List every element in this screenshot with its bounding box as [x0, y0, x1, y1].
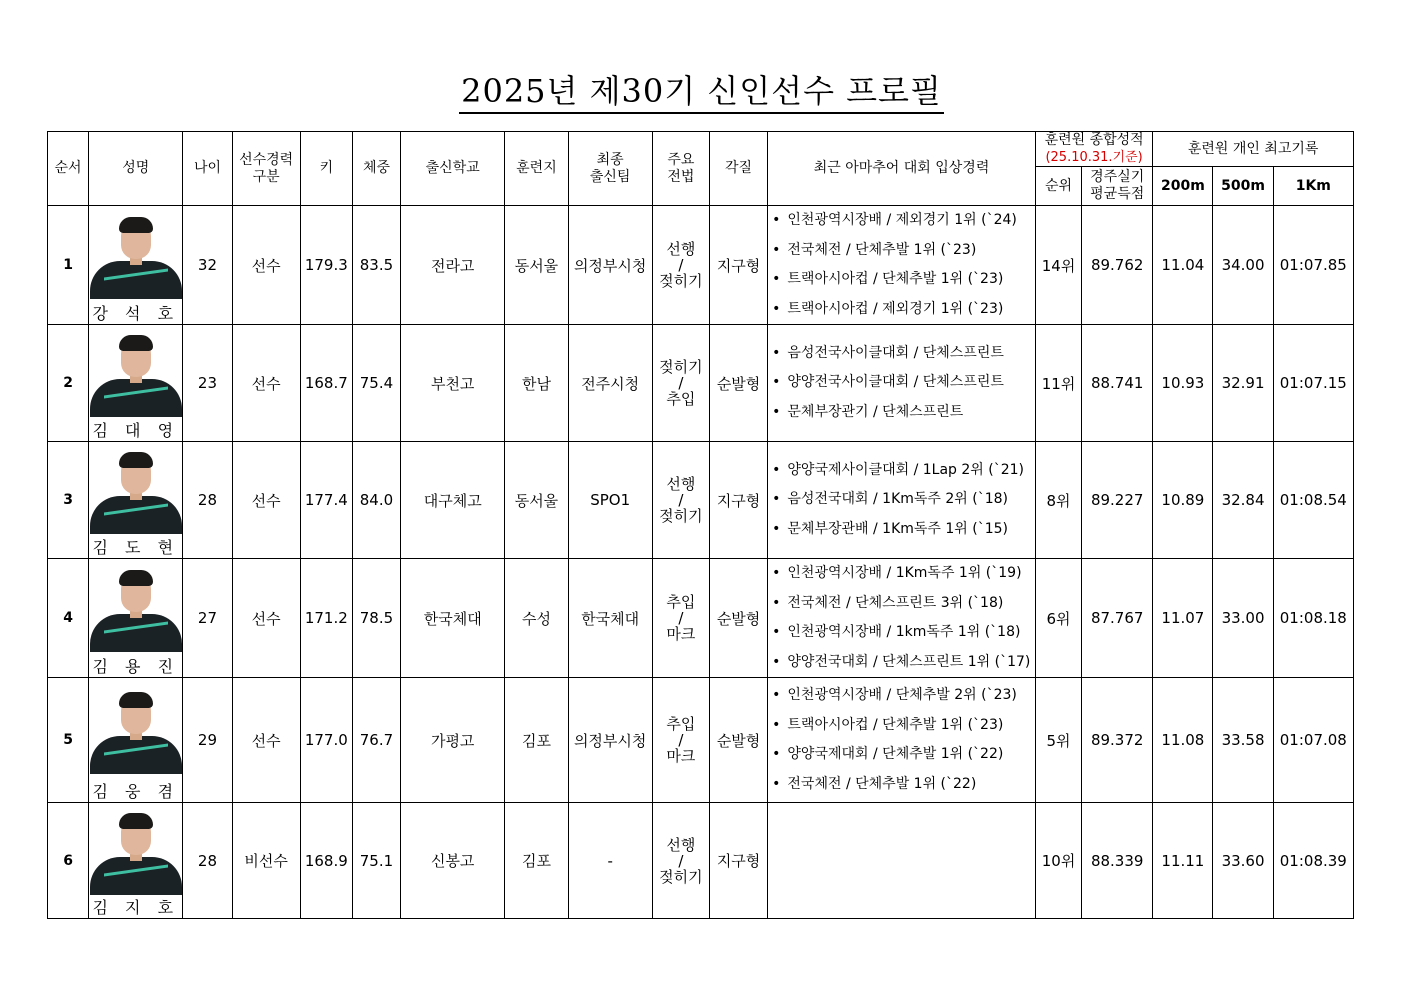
header-best-record: 훈련원 개인 최고기록 — [1153, 132, 1354, 167]
cell-site: 한남 — [505, 325, 568, 442]
cell-tactic — [652, 206, 709, 325]
cell-awards — [768, 678, 1036, 803]
cell-tactic — [652, 803, 709, 919]
cell-height: 171.2 — [300, 559, 352, 678]
header-career — [232, 132, 300, 206]
player-photo — [90, 215, 182, 299]
cell-order: 6 — [48, 803, 89, 919]
cell-rank: 8위 — [1035, 442, 1081, 559]
cell-type: 지구형 — [709, 803, 767, 919]
cell-1km: 01:08.18 — [1273, 559, 1353, 678]
cell-team: 전주시청 — [568, 325, 652, 442]
header-avg-line2: 평균득점 — [1090, 186, 1145, 202]
cell-order: 2 — [48, 325, 89, 442]
cell-height: 168.7 — [300, 325, 352, 442]
cell-team: SPO1 — [568, 442, 652, 559]
cell-weight: 75.4 — [352, 325, 400, 442]
cell-500m: 33.60 — [1213, 803, 1273, 919]
cell-1km: 01:08.54 — [1273, 442, 1353, 559]
cell-height: 168.9 — [300, 803, 352, 919]
award-item: • 전국체전 / 단체추발 1위 (`23) — [772, 236, 1035, 266]
cell-rank: 14위 — [1035, 206, 1081, 325]
header-rank: 순위 — [1035, 167, 1081, 206]
cell-photo — [89, 803, 183, 919]
tactic-line: 젖히기 — [659, 867, 703, 886]
award-item: • 인천광역시장배 / 1km독주 1위 (`18) — [772, 618, 1035, 648]
cell-team: 의정부시청 — [568, 206, 652, 325]
table-row — [48, 325, 1354, 442]
cell-1km: 01:08.39 — [1273, 803, 1353, 919]
header-career-line1: 선수경력 — [239, 151, 294, 168]
cell-type: 지구형 — [709, 206, 767, 325]
cell-team: 의정부시청 — [568, 678, 652, 803]
player-name: 김 지 호 — [92, 898, 180, 917]
header-age: 나이 — [183, 132, 232, 206]
cell-tactic — [652, 678, 709, 803]
cell-200m: 11.04 — [1153, 206, 1213, 325]
header-career-line2: 구분 — [252, 168, 280, 185]
page-title: 2025년 제30기 신인선수 프로필 — [0, 66, 1403, 112]
header-weight: 체중 — [352, 132, 400, 206]
award-item: • 음성전국대회 / 1Km독주 2위 (`18) — [772, 485, 1035, 515]
cell-site: 수성 — [505, 559, 568, 678]
cell-200m: 10.89 — [1153, 442, 1213, 559]
cell-avg: 88.339 — [1082, 803, 1153, 919]
cell-age: 23 — [183, 325, 232, 442]
header-school-result-label: 훈련원 종합성적 — [1044, 132, 1144, 148]
tactic-line: 젖히기 — [659, 358, 703, 376]
cell-rank: 5위 — [1035, 678, 1081, 803]
cell-site: 동서울 — [505, 206, 568, 325]
cell-500m: 33.00 — [1213, 559, 1273, 678]
player-name: 김 용 진 — [92, 657, 180, 676]
player-photo — [90, 450, 182, 534]
award-item: • 인천광역시장배 / 1Km독주 1위 (`19) — [772, 559, 1035, 589]
header-name: 성명 — [89, 132, 183, 206]
tactic-line: / — [678, 256, 684, 274]
tactic-line: 젖히기 — [659, 272, 703, 290]
header-avg-line1: 경주실기 — [1090, 169, 1145, 185]
header-training-site: 훈련지 — [505, 132, 568, 206]
header-200m: 200m — [1153, 167, 1213, 206]
header-type: 각질 — [709, 132, 767, 206]
table-row — [48, 678, 1354, 803]
cell-awards — [768, 442, 1036, 559]
award-item: • 트랙아시아컵 / 단체추발 1위 (`23) — [772, 711, 1035, 741]
table-row — [48, 803, 1354, 919]
tactic-line: 선행 — [666, 240, 696, 258]
tactic-line: 추입 — [666, 390, 696, 408]
cell-weight: 78.5 — [352, 559, 400, 678]
award-item: • 양양전국사이클대회 / 단체스프린트 — [772, 368, 1035, 398]
cell-age: 32 — [183, 206, 232, 325]
cell-avg: 88.741 — [1082, 325, 1153, 442]
cell-order: 4 — [48, 559, 89, 678]
cell-site: 김포 — [505, 803, 568, 919]
cell-site: 동서울 — [505, 442, 568, 559]
cell-500m: 34.00 — [1213, 206, 1273, 325]
cell-weight: 84.0 — [352, 442, 400, 559]
cell-200m: 11.11 — [1153, 803, 1213, 919]
cell-200m: 10.93 — [1153, 325, 1213, 442]
header-tactic — [652, 132, 709, 206]
header-tactic-line2: 전법 — [667, 168, 695, 185]
cell-height: 177.0 — [300, 678, 352, 803]
award-item: • 음성전국사이클대회 / 단체스프린트 — [772, 339, 1035, 369]
cell-age: 28 — [183, 442, 232, 559]
header-awards: 최근 아마추어 대회 입상경력 — [768, 132, 1036, 206]
cell-rank: 10위 — [1035, 803, 1081, 919]
cell-school: 전라고 — [401, 206, 505, 325]
cell-awards — [768, 803, 1036, 919]
award-item: • 트랙아시아컵 / 단체추발 1위 (`23) — [772, 265, 1035, 295]
cell-career: 선수 — [232, 559, 300, 678]
cell-career: 선수 — [232, 206, 300, 325]
cell-tactic — [652, 442, 709, 559]
cell-rank: 11위 — [1035, 325, 1081, 442]
cell-200m: 11.07 — [1153, 559, 1213, 678]
tactic-line: 추입 — [666, 593, 696, 611]
cell-type: 순발형 — [709, 678, 767, 803]
cell-career: 선수 — [232, 325, 300, 442]
cell-rank: 6위 — [1035, 559, 1081, 678]
cell-500m: 32.91 — [1213, 325, 1273, 442]
table-body — [48, 206, 1354, 919]
tactic-line: 선행 — [666, 475, 696, 493]
cell-type: 순발형 — [709, 325, 767, 442]
award-item: • 양양전국대회 / 단체스프린트 1위 (`17) — [772, 648, 1035, 678]
player-name: 강 석 호 — [92, 304, 180, 323]
cell-photo — [89, 559, 183, 678]
cell-500m: 32.84 — [1213, 442, 1273, 559]
cell-weight: 83.5 — [352, 206, 400, 325]
cell-age: 29 — [183, 678, 232, 803]
header-tactic-line1: 주요 — [667, 151, 695, 168]
tactic-line: 마크 — [666, 625, 696, 643]
cell-awards — [768, 325, 1036, 442]
cell-type: 지구형 — [709, 442, 767, 559]
tactic-line: / — [678, 374, 684, 392]
cell-awards — [768, 559, 1036, 678]
player-name: 김 웅 겸 — [92, 782, 180, 801]
cell-career: 선수 — [232, 678, 300, 803]
tactic-line: 마크 — [666, 747, 696, 765]
cell-school: 한국체대 — [401, 559, 505, 678]
cell-weight: 75.1 — [352, 803, 400, 919]
cell-career: 비선수 — [232, 803, 300, 919]
header-order: 순서 — [48, 132, 89, 206]
cell-photo — [89, 678, 183, 803]
cell-tactic — [652, 325, 709, 442]
cell-age: 27 — [183, 559, 232, 678]
tactic-line: 선행 — [666, 835, 696, 854]
table-row — [48, 206, 1354, 325]
cell-200m: 11.08 — [1153, 678, 1213, 803]
cell-school: 신봉고 — [401, 803, 505, 919]
tactic-line: / — [678, 491, 684, 509]
header-row-1 — [48, 132, 1354, 167]
tactic-line: / — [678, 609, 684, 627]
header-team — [568, 132, 652, 206]
cell-weight: 76.7 — [352, 678, 400, 803]
cell-team: 한국체대 — [568, 559, 652, 678]
award-item: • 트랙아시아컵 / 제외경기 1위 (`23) — [772, 295, 1035, 325]
cell-tactic — [652, 559, 709, 678]
cell-photo — [89, 442, 183, 559]
award-item: • 전국체전 / 단체추발 1위 (`22) — [772, 770, 1035, 800]
tactic-line: / — [678, 731, 684, 749]
header-team-line1: 최종 — [596, 151, 624, 168]
player-name: 김 도 현 — [92, 538, 180, 557]
cell-school: 가평고 — [401, 678, 505, 803]
award-item: • 인천광역시장배 / 제외경기 1위 (`24) — [772, 206, 1035, 236]
tactic-line: / — [678, 851, 684, 870]
cell-photo — [89, 325, 183, 442]
cell-500m: 33.58 — [1213, 678, 1273, 803]
player-photo — [90, 333, 182, 417]
cell-team: - — [568, 803, 652, 919]
cell-1km: 01:07.15 — [1273, 325, 1353, 442]
cell-career: 선수 — [232, 442, 300, 559]
cell-avg: 89.762 — [1082, 206, 1153, 325]
cell-site: 김포 — [505, 678, 568, 803]
cell-avg: 89.372 — [1082, 678, 1153, 803]
cell-photo — [89, 206, 183, 325]
cell-school: 대구체고 — [401, 442, 505, 559]
cell-height: 177.4 — [300, 442, 352, 559]
player-photo — [90, 811, 182, 895]
award-item: • 양양국제대회 / 단체추발 1위 (`22) — [772, 740, 1035, 770]
header-500m: 500m — [1213, 167, 1273, 206]
cell-avg: 87.767 — [1082, 559, 1153, 678]
header-avg — [1082, 167, 1153, 206]
header-result-date: (25.10.31.기준) — [1045, 150, 1143, 165]
table-row — [48, 559, 1354, 678]
player-photo — [90, 568, 182, 652]
tactic-line: 젖히기 — [659, 507, 703, 525]
cell-order: 5 — [48, 678, 89, 803]
header-team-line2: 출신팀 — [589, 168, 631, 185]
cell-age: 28 — [183, 803, 232, 919]
cell-school: 부천고 — [401, 325, 505, 442]
player-photo — [90, 690, 182, 774]
table-row — [48, 442, 1354, 559]
award-item: • 인천광역시장배 / 단체추발 2위 (`23) — [772, 681, 1035, 711]
cell-1km: 01:07.85 — [1273, 206, 1353, 325]
cell-order: 3 — [48, 442, 89, 559]
cell-1km: 01:07.08 — [1273, 678, 1353, 803]
player-name: 김 대 영 — [92, 421, 180, 440]
award-item: • 전국체전 / 단체스프린트 3위 (`18) — [772, 589, 1035, 619]
award-item: • 문체부장관기 / 단체스프린트 — [772, 398, 1035, 428]
cell-order: 1 — [48, 206, 89, 325]
award-item: • 문체부장관배 / 1Km독주 1위 (`15) — [772, 515, 1035, 545]
cell-avg: 89.227 — [1082, 442, 1153, 559]
cell-type: 순발형 — [709, 559, 767, 678]
award-item: • 양양국제사이클대회 / 1Lap 2위 (`21) — [772, 456, 1035, 486]
header-height: 키 — [300, 132, 352, 206]
tactic-line: 추입 — [666, 715, 696, 733]
cell-height: 179.3 — [300, 206, 352, 325]
profile-table — [47, 131, 1354, 919]
header-school-result — [1035, 132, 1152, 167]
header-school: 출신학교 — [401, 132, 505, 206]
header-1km: 1Km — [1273, 167, 1353, 206]
cell-awards — [768, 206, 1036, 325]
